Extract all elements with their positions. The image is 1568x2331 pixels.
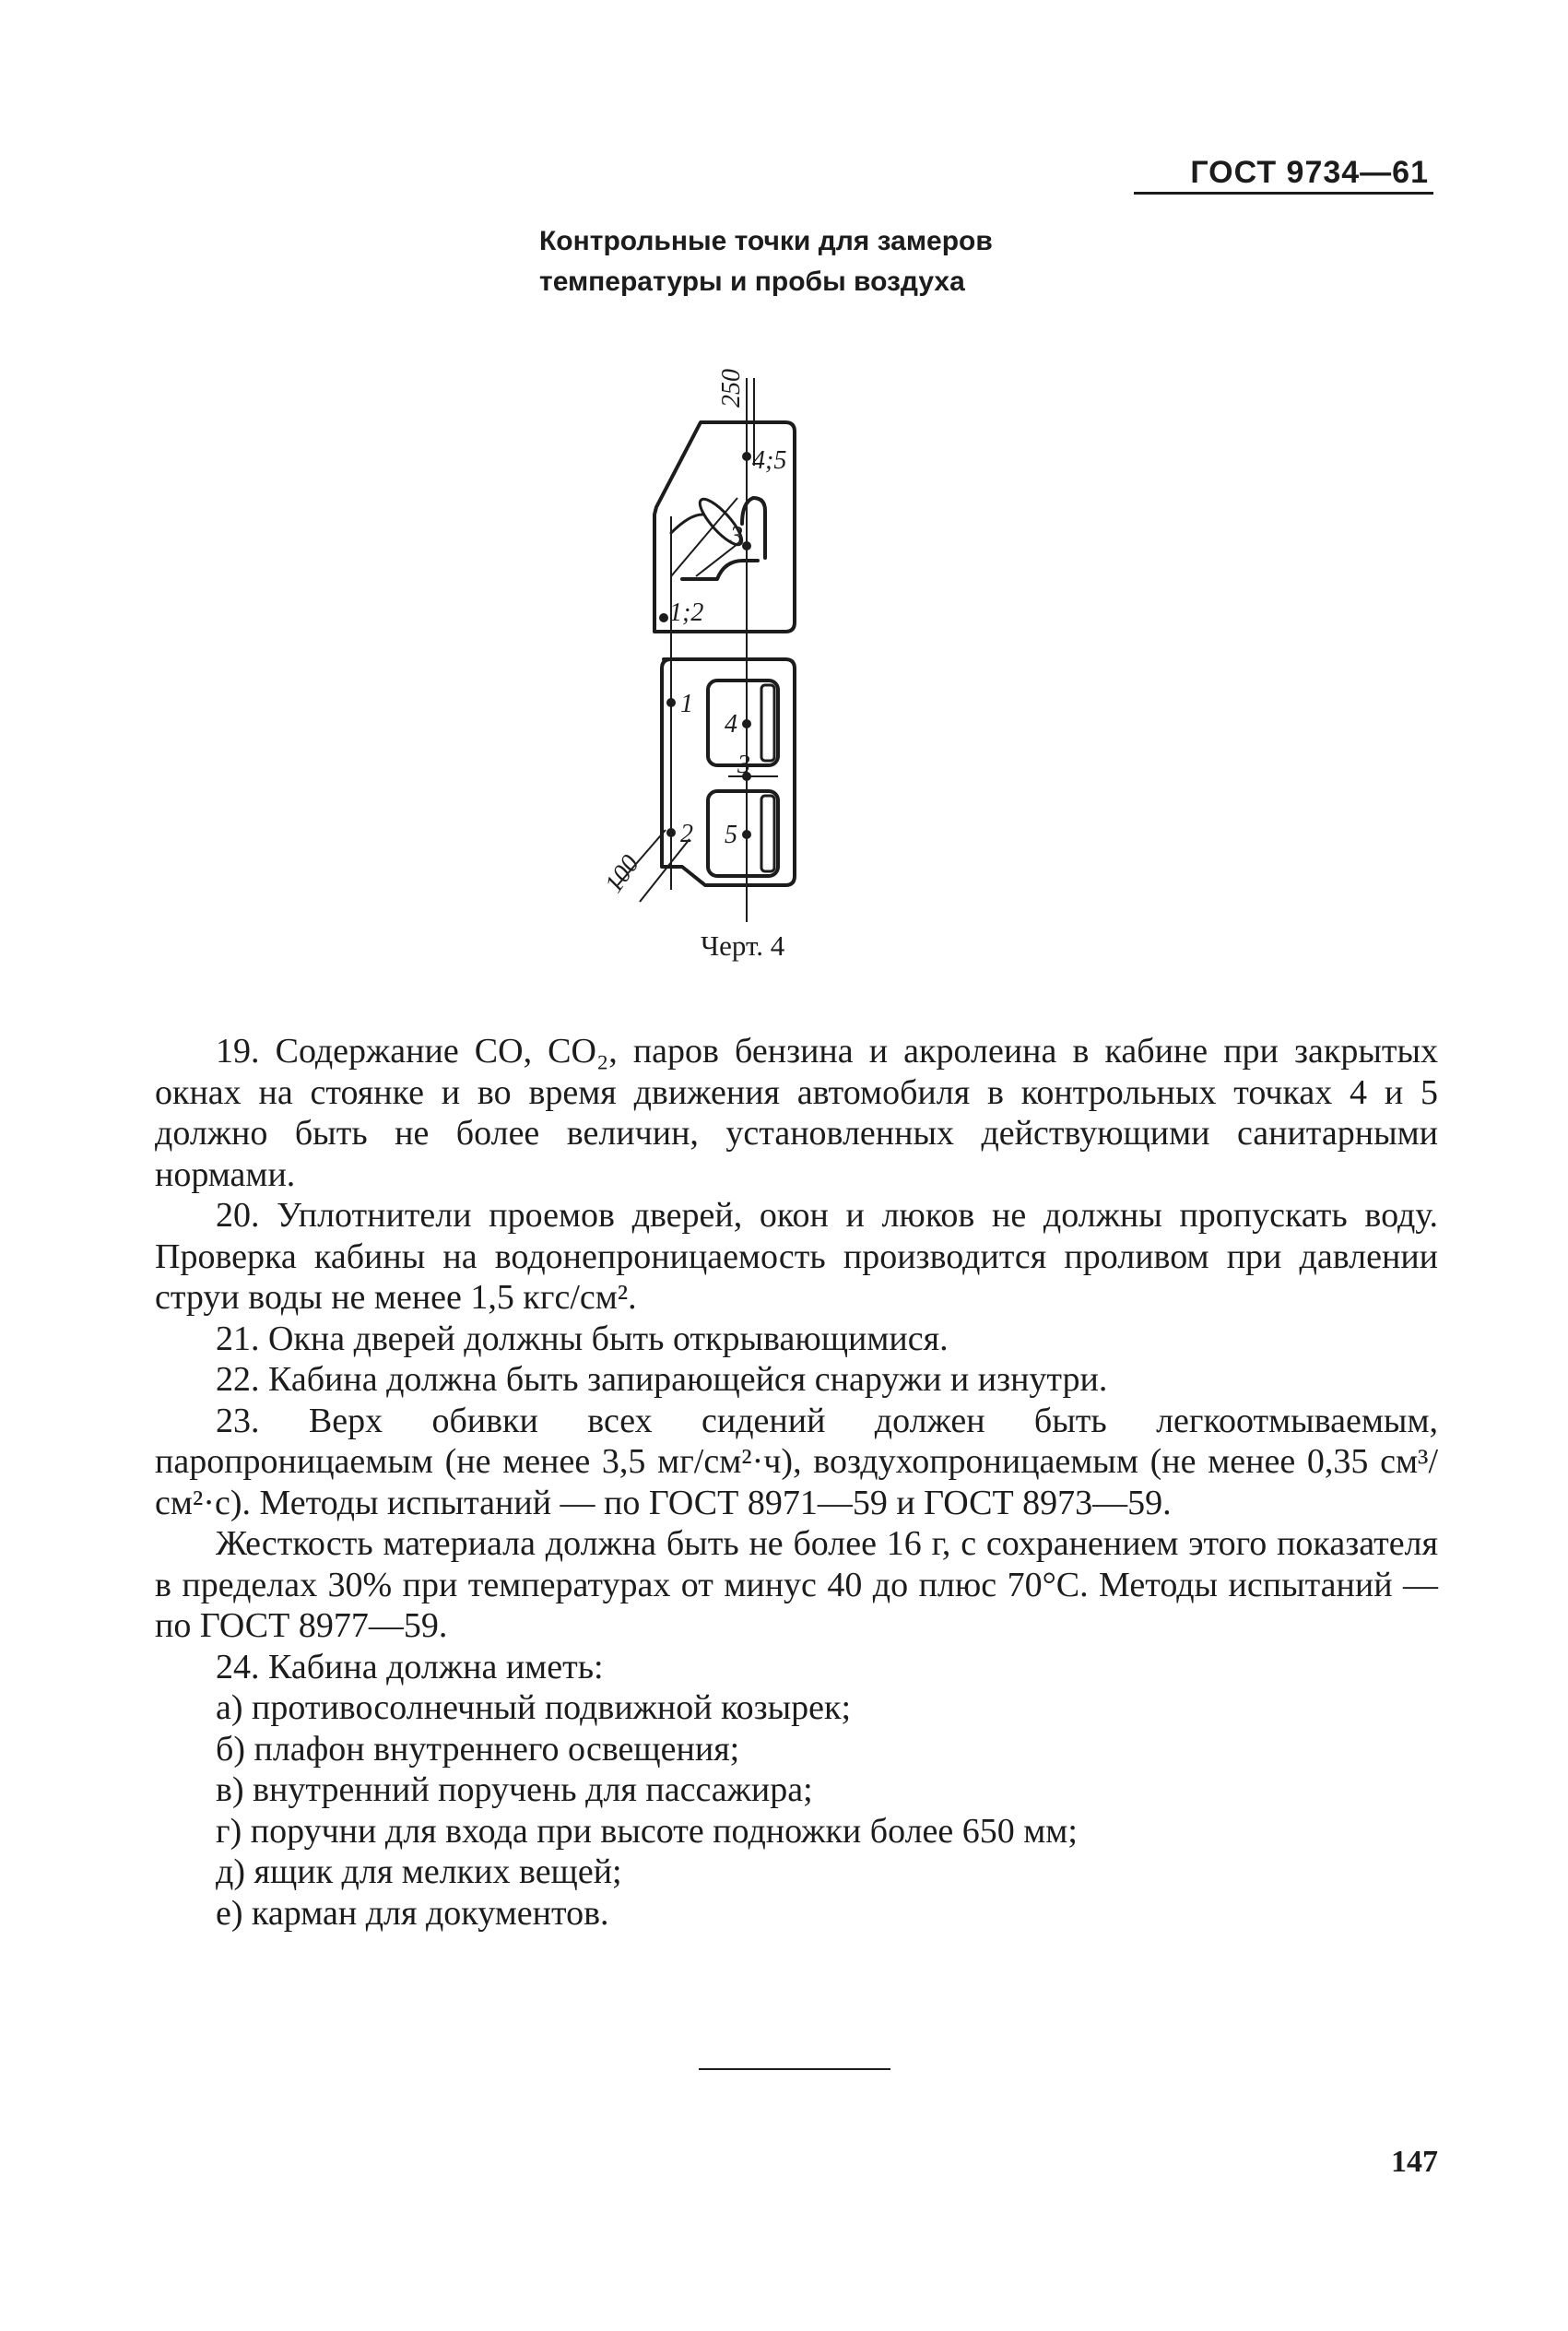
figure-title <box>539 221 1092 302</box>
point-5-dot <box>742 830 751 839</box>
paragraph-22: 22. Кабина должна быть запирающейся снаружи и изнутри. <box>216 1360 1108 1399</box>
dim-250-label: 250 <box>717 369 746 408</box>
point-3-top-label: 3 <box>730 522 743 550</box>
list-item: в) внутренний поручень для пассажира; <box>216 1770 813 1809</box>
paragraph-19: 19. Содержание СО, СО₂, паров бензина и акролеина в кабине при закрытых окнах на стоянке и во время движения автомобиля в контрольных точках 4 и 5 должно быть не более величин, установленных действующими санитарными нормами. <box>155 1032 1438 1194</box>
point-1-dot <box>666 698 676 707</box>
standard-code: ГОСТ 9734—61 <box>1190 155 1429 190</box>
point-3-top-dot <box>742 541 751 550</box>
dim-100-ext <box>640 839 690 902</box>
point-1-label: 1 <box>680 690 693 718</box>
figure-caption: Черт. 4 <box>701 929 785 962</box>
paragraph-20: 20. Уплотнители проемов дверей, окон и люков не должны пропускать воду. Проверка кабины на водонепроницаемость производится проливом при давлении струи воды не менее 1,5 кгс/см². <box>155 1196 1438 1317</box>
header-rule <box>1134 192 1433 195</box>
cabin-diagram-svg <box>590 350 959 922</box>
point-45-dot <box>742 452 751 461</box>
point-45-label: 4;5 <box>752 446 787 475</box>
seat-4-back <box>761 685 774 761</box>
paragraph-24: 24. Кабина должна иметь: <box>216 1647 604 1686</box>
dim-100-label: 100 <box>599 849 645 899</box>
point-12-dot <box>659 613 668 622</box>
list-item: б) плафон внутреннего освещения; <box>216 1729 740 1769</box>
cabin-diagram <box>590 350 959 922</box>
point-3-bottom-label: 3 <box>737 751 750 779</box>
seat-5-back <box>761 796 774 871</box>
point-2-label: 2 <box>680 820 693 848</box>
paragraph-21: 21. Окна дверей должны быть открывающимися. <box>216 1319 949 1358</box>
list-item: д) ящик для мелких вещей; <box>216 1852 622 1891</box>
figure-title-line-1: Контрольные точки для замеров <box>539 226 993 256</box>
paragraph-23-continued: Жесткость материала должна быть не более 16 г, с сохранением этого показателя в пределах 30% при температурах от минус 40 до плюс 70°С. Методы испытаний — по ГОСТ 8977—59. <box>155 1524 1438 1645</box>
figure-title-line-2: температуры и пробы воздуха <box>539 266 965 297</box>
list-item: г) поручни для входа при высоте подножки более 650 мм; <box>216 1811 1078 1851</box>
paragraph-23: 23. Верх обивки всех сидений должен быть легкоотмываемым, паропроницаемым (не менее 3,5 мг/см²·ч), воздухопроницаемым (не менее 0,35 см³/см²·с). Методы испытаний — по ГОСТ 8971—59 и ГОСТ 8973—59. <box>155 1401 1438 1522</box>
point-12-label: 1;2 <box>669 598 704 627</box>
point-5-label: 5 <box>725 821 737 849</box>
page-number: 147 <box>1391 2145 1438 2179</box>
body-text <box>155 1031 1438 1934</box>
point-4-label: 4 <box>725 710 737 739</box>
point-4-dot <box>742 719 751 728</box>
end-rule <box>699 2068 890 2070</box>
door-curve-outline <box>671 515 702 533</box>
list-item: е) карман для документов. <box>216 1893 609 1933</box>
list-item: а) противосолнечный подвижной козырек; <box>216 1688 852 1727</box>
point-2-dot <box>666 828 676 837</box>
equipment-list <box>155 1687 1438 1934</box>
